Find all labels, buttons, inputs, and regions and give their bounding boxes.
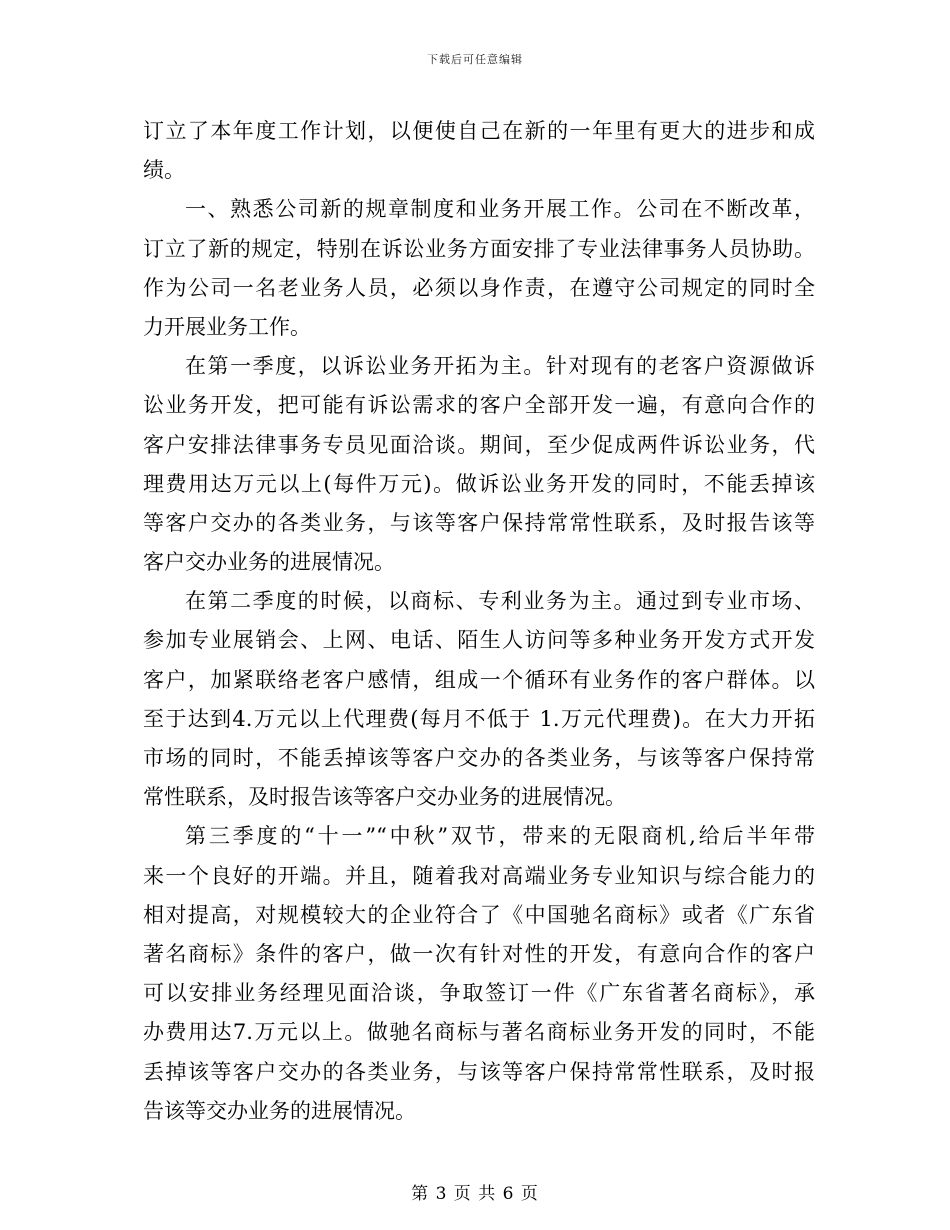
text-line: 相对提高，对规模较大的企业符合了《中国驰名商标》或者《广东省 <box>143 902 815 927</box>
text-line: 订立了本年度工作计划，以便使自己在新的一年里有更大的进步和成 <box>143 119 815 143</box>
text-line: 常性联系，及时报告该等客户交办业务的进展情况。 <box>143 785 626 810</box>
text-line: 参加专业展销会、上网、电话、陌生人访问等多种业务开发方式开发 <box>143 628 815 653</box>
text-line: 市场的同时，不能丢掉该等客户交办的各类业务，与该等客户保持常 <box>143 746 815 770</box>
paragraph-first-line: 在第一季度，以诉讼业务开拓为主。针对现有的老客户资源做诉 <box>185 354 815 379</box>
text-line: 丢掉该等客户交办的各类业务，与该等客户保持常常性联系，及时报 <box>143 1059 815 1084</box>
text-line: 作为公司一名老业务人员，必须以身作责，在遵守公司规定的同时全 <box>143 275 815 300</box>
text-line: 著名商标》条件的客户，做一次有针对性的开发，有意向合作的客户 <box>143 941 815 966</box>
text-line: 告该等交办业务的进展情况。 <box>143 1098 416 1123</box>
text-line: 客户，加紧联络老客户感情，组成一个循环有业务作的客户群体。以 <box>143 667 815 692</box>
text-line: 订立了新的规定，特别在诉讼业务方面安排了专业法律事务人员协助。 <box>143 236 815 261</box>
paragraph-first-line: 在第二季度的时候，以商标、专利业务为主。通过到专业市场、 <box>185 589 815 614</box>
text-line: 可以安排业务经理见面洽谈，争取签订一件《广东省著名商标》，承 <box>143 981 815 1006</box>
text-line: 来一个良好的开端。并且，随着我对高端业务专业知识与综合能力的 <box>143 863 815 888</box>
text-line: 办费用达7.万元以上。做驰名商标与著名商标业务开发的同时，不能 <box>143 1020 815 1045</box>
paragraph-first-line: 第三季度的“十一”“中秋”双节，带来的无限商机,给后半年带 <box>185 824 815 849</box>
page-header: 下载后可任意编辑 <box>427 53 523 66</box>
paragraph-first-line: 一、熟悉公司新的规章制度和业务开展工作。公司在不断改革， <box>185 197 815 222</box>
text-line: 客户安排法律事务专员见面洽谈。期间，至少促成两件诉讼业务，代 <box>143 432 815 457</box>
text-line: 等客户交办的各类业务，与该等客户保持常常性联系，及时报告该等 <box>143 510 815 535</box>
text-line: 客户交办业务的进展情况。 <box>143 550 395 575</box>
text-line: 讼业务开发，把可能有诉讼需求的客户全部开发一遍，有意向合作的 <box>143 393 815 418</box>
text-line: 力开展业务工作。 <box>143 314 311 339</box>
text-line: 至于达到4.万元以上代理费(每月不低于 1.万元代理费)。在大力开拓 <box>143 706 815 731</box>
text-line: 理费用达万元以上(每件万元)。做诉讼业务开发的同时，不能丢掉该 <box>143 471 815 496</box>
page-footer: 第 3 页 共 6 页 <box>411 1184 539 1204</box>
document-body <box>143 112 815 1131</box>
text-line: 绩。 <box>143 158 185 183</box>
